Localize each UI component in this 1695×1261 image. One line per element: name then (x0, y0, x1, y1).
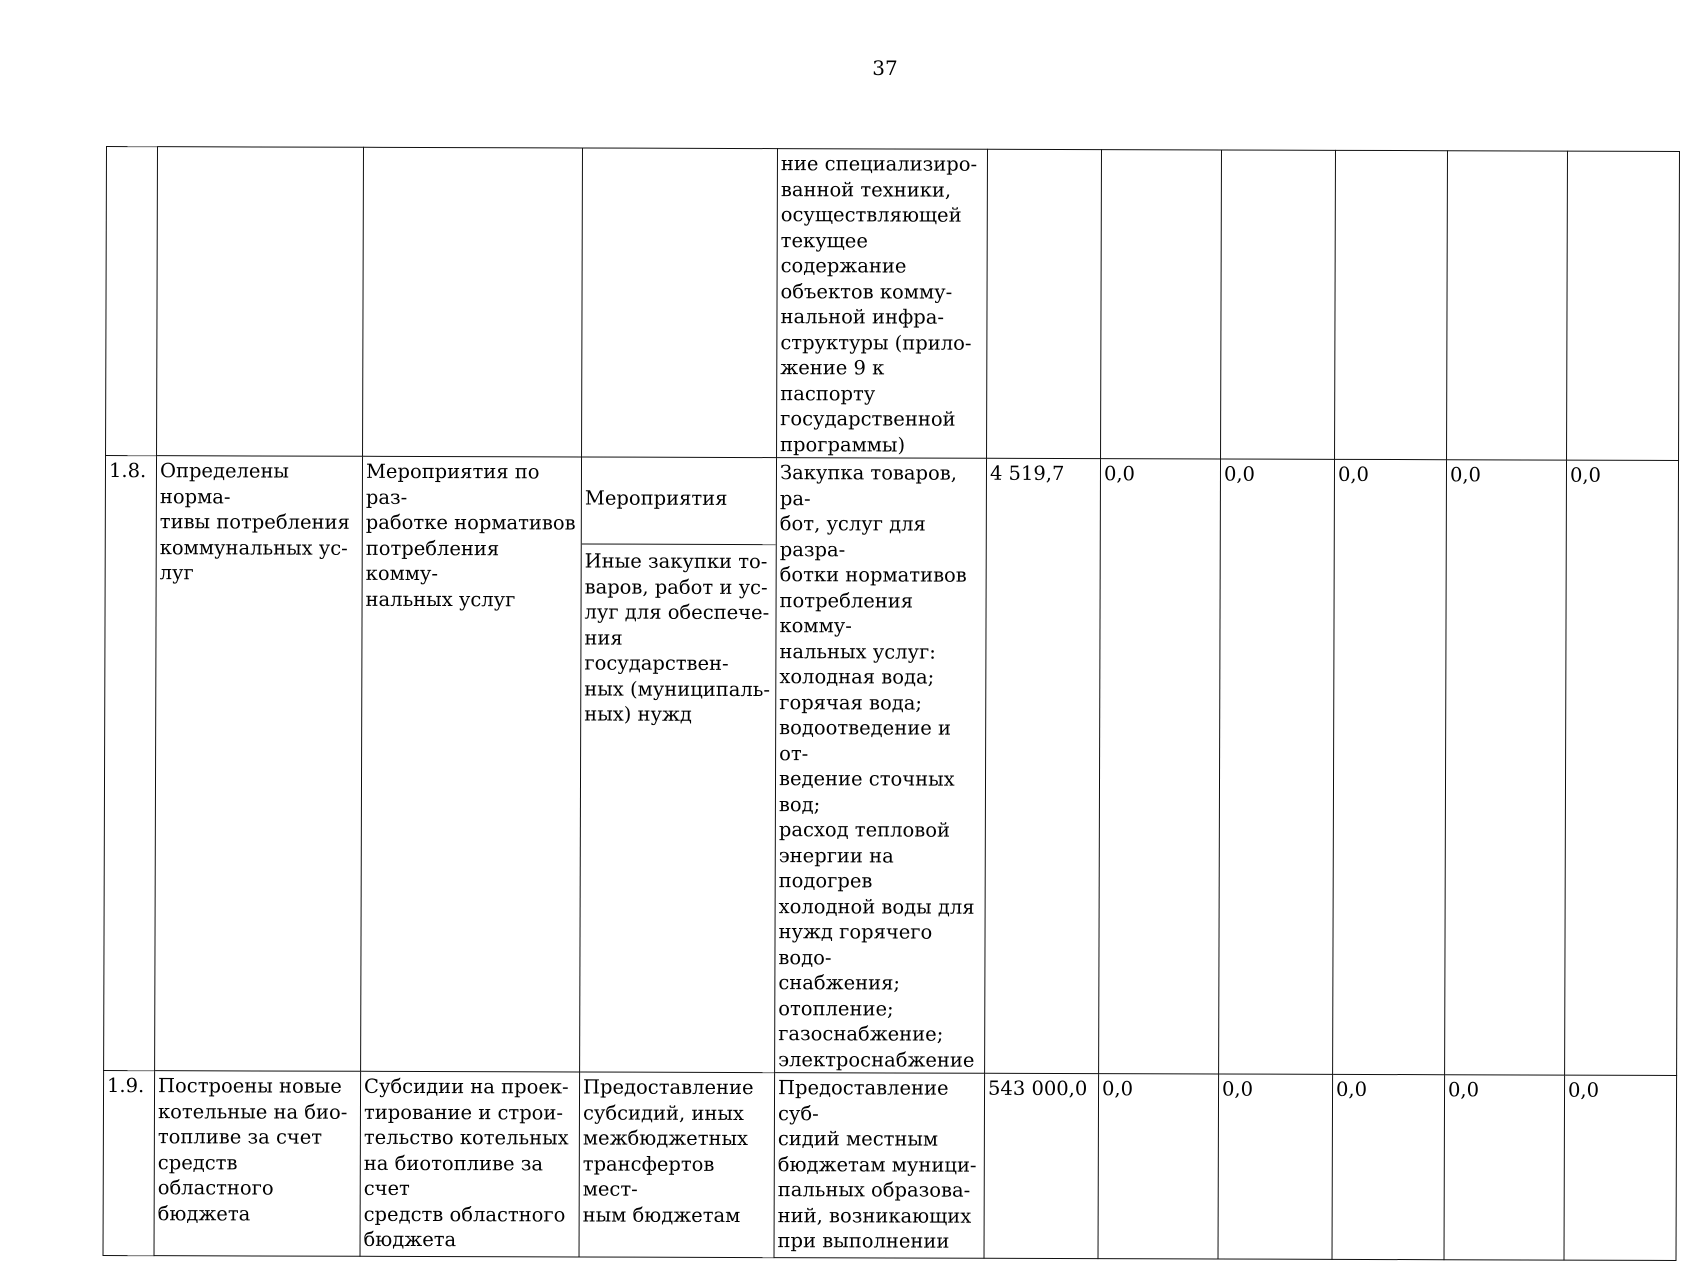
table-row-1-8 (104, 456, 1679, 1076)
cell-measure: Мероприятия по раз- работке нормативов потребления комму- нальных услуг (361, 456, 582, 1072)
cell-amount-3 (1221, 150, 1336, 459)
cell-direction: Закупка товаров, ра- бот, услуг для разра- ботки нормативов потребления комму- нальных услуг: холодная вода; горячая вода; водоотведение и от- ведение сточных вод; расход тепловой энергии на подогрев холодной воды для нужд горячего водо- снабжения; отопление; газоснабжение; электроснабжение (775, 458, 987, 1074)
cell-amount-6: 0,0 (1565, 460, 1679, 1075)
cell-amount-5: 0,0 (1445, 460, 1567, 1075)
cell-amount-2 (1101, 150, 1222, 459)
cell-type-bottom: Иные закупки то- варов, работ и ус- луг для обеспече- ния государствен- ных (муниципаль- ных) нужд (581, 543, 776, 727)
cell-number: 1.8. (104, 456, 157, 1071)
cell-type (582, 148, 778, 458)
cell-amount-6: 0,0 (1564, 1075, 1677, 1260)
cell-measure (363, 147, 583, 457)
cell-amount-4: 0,0 (1333, 459, 1447, 1074)
cell-direction: Предоставление суб- сидий местным бюджетам муници- пальных образова- ний, возникающих при выполнении (774, 1073, 985, 1259)
table-row-continuation (106, 147, 1680, 461)
cell-amount-1: 4 519,7 (985, 458, 1101, 1073)
cell-amount-4 (1335, 150, 1448, 459)
cell-type (580, 457, 777, 1073)
cell-amount-2: 0,0 (1098, 1074, 1219, 1259)
cell-type: Предоставление субсидий, иных межбюджетных трансфертов мест- ным бюджетам (579, 1072, 775, 1258)
cell-result: Определены норма- тивы потребления коммунальных ус- луг (155, 456, 363, 1072)
cell-direction: ние специализиро- ванной техники, осуществляющей текущее содержание объектов комму- нальной инфра- структуры (прило- жение 9 к паспорту государственной программы) (777, 149, 988, 459)
cell-amount-1 (987, 149, 1102, 458)
cell-measure: Субсидии на проек- тирование и строи- тельство котельных на биотопливе за счет средств областного бюджета (360, 1071, 580, 1257)
cell-number: 1.9. (103, 1070, 155, 1255)
cell-number (106, 147, 158, 456)
cell-amount-2: 0,0 (1099, 459, 1221, 1074)
cell-amount-6 (1567, 151, 1680, 460)
cell-result: Построены новые котельные на био- топливе за счет средств областного бюджета (154, 1071, 361, 1257)
cell-amount-4: 0,0 (1332, 1074, 1445, 1259)
cell-amount-1: 543 000,0 (984, 1073, 1099, 1258)
page-number: 37 (872, 56, 898, 80)
cell-result (157, 147, 364, 457)
cell-amount-5 (1447, 151, 1568, 460)
cell-type-top: Мероприятия (584, 486, 728, 510)
program-measures-table (103, 146, 1680, 1261)
table-row-1-9 (103, 1070, 1677, 1260)
cell-amount-3: 0,0 (1219, 459, 1335, 1074)
cell-amount-5: 0,0 (1444, 1075, 1565, 1260)
cell-amount-3: 0,0 (1218, 1074, 1333, 1259)
